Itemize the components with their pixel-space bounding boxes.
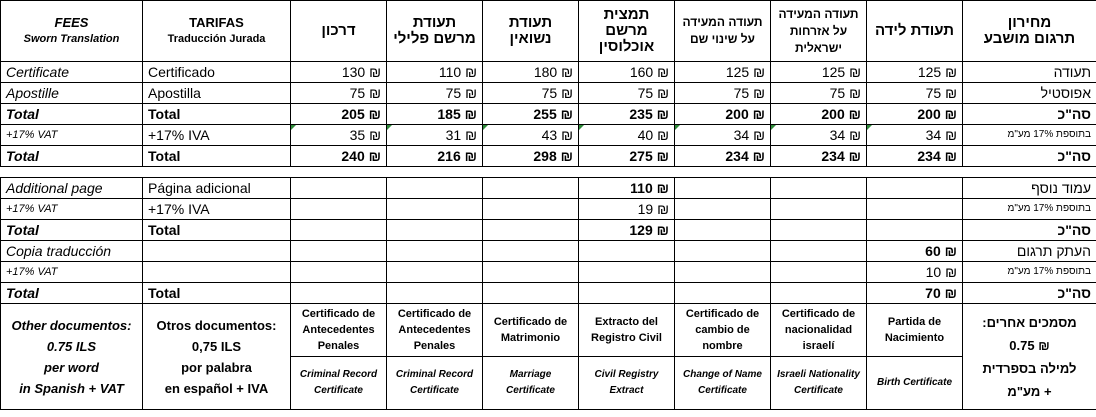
label-he: בתוספת 17% מע"מ bbox=[963, 262, 1096, 283]
price-cell: 40 ₪ bbox=[579, 125, 675, 146]
doc-name-cell: Certificado de Antecedentes Penales Criminal Record Certificate bbox=[387, 304, 483, 410]
empty-cell bbox=[675, 178, 771, 199]
col-birth: תעודת לידה bbox=[867, 1, 963, 62]
label-es: +17% IVA bbox=[143, 125, 291, 146]
label-es: +17% IVA bbox=[143, 199, 291, 220]
col-registry-extract: תמצית מרשם אוכלוסין bbox=[579, 1, 675, 62]
label-he: העתק תרגום bbox=[963, 241, 1096, 262]
price-cell: 34 ₪ bbox=[675, 125, 771, 146]
price-cell: 43 ₪ bbox=[483, 125, 579, 146]
price-cell: 75 ₪ bbox=[771, 83, 867, 104]
label-es: Página adicional bbox=[143, 178, 291, 199]
empty-cell bbox=[143, 262, 291, 283]
price-cell: 234 ₪ bbox=[771, 146, 867, 167]
label-en: +17% VAT bbox=[1, 199, 143, 220]
label-es: Apostilla bbox=[143, 83, 291, 104]
empty-cell bbox=[579, 262, 675, 283]
other-docs-es: Otros documentos: 0,75 ILS por palabra en español + IVA bbox=[143, 304, 291, 410]
price-cell: 234 ₪ bbox=[867, 146, 963, 167]
label-en: Total bbox=[1, 220, 143, 241]
price-cell: 75 ₪ bbox=[483, 83, 579, 104]
price-cell: 275 ₪ bbox=[579, 146, 675, 167]
row-total-2 bbox=[1, 146, 1096, 167]
label-en: Total bbox=[1, 146, 143, 167]
label-es: Total bbox=[143, 220, 291, 241]
empty-cell bbox=[771, 283, 867, 304]
empty-cell bbox=[291, 220, 387, 241]
doc-name-cell: Certificado de nacionalidad israelí Israeli Nationality Certificate bbox=[771, 304, 867, 410]
label-he: סה"כ bbox=[963, 283, 1096, 304]
empty-cell bbox=[867, 178, 963, 199]
label-en: +17% VAT bbox=[1, 125, 143, 146]
price-cell: 298 ₪ bbox=[483, 146, 579, 167]
label-es: Total bbox=[143, 104, 291, 125]
empty-cell bbox=[675, 199, 771, 220]
empty-cell bbox=[483, 283, 579, 304]
row-apostille bbox=[1, 83, 1096, 104]
empty-cell bbox=[387, 199, 483, 220]
price-cell: 234 ₪ bbox=[675, 146, 771, 167]
price-cell: 75 ₪ bbox=[387, 83, 483, 104]
label-es: Certificado bbox=[143, 62, 291, 83]
empty-cell bbox=[483, 220, 579, 241]
label-en: +17% VAT bbox=[1, 262, 143, 283]
empty-cell bbox=[483, 241, 579, 262]
empty-cell bbox=[867, 220, 963, 241]
row-vat-2 bbox=[1, 199, 1096, 220]
price-cell: 75 ₪ bbox=[867, 83, 963, 104]
label-en: Additional page bbox=[1, 178, 143, 199]
col-name-change: תעודה המעידה על שינוי שם bbox=[675, 1, 771, 62]
fees-en-header: FEES Sworn Translation bbox=[1, 1, 143, 62]
empty-cell bbox=[675, 283, 771, 304]
label-he: סה"כ bbox=[963, 104, 1096, 125]
price-cell: 185 ₪ bbox=[387, 104, 483, 125]
price-cell: 34 ₪ bbox=[771, 125, 867, 146]
price-cell: 160 ₪ bbox=[579, 62, 675, 83]
empty-cell bbox=[771, 241, 867, 262]
empty-cell bbox=[771, 220, 867, 241]
row-copy bbox=[1, 241, 1096, 262]
price-cell: 60 ₪ bbox=[867, 241, 963, 262]
col-marriage: תעודת נשואין bbox=[483, 1, 579, 62]
empty-cell bbox=[483, 199, 579, 220]
price-cell: 10 ₪ bbox=[867, 262, 963, 283]
empty-cell bbox=[387, 262, 483, 283]
price-list-header: מחירון תרגום מושבע bbox=[963, 1, 1096, 62]
price-cell: 19 ₪ bbox=[579, 199, 675, 220]
price-cell: 35 ₪ bbox=[291, 125, 387, 146]
doc-name-cell: Partida de Nacimiento Birth Certificate bbox=[867, 304, 963, 410]
fees-es-header: TARIFAS Traducción Jurada bbox=[143, 1, 291, 62]
doc-name-cell: Certificado de Matrimonio Marriage Certificate bbox=[483, 304, 579, 410]
price-cell: 200 ₪ bbox=[675, 104, 771, 125]
price-cell: 129 ₪ bbox=[579, 220, 675, 241]
price-cell: 200 ₪ bbox=[771, 104, 867, 125]
price-cell: 110 ₪ bbox=[579, 178, 675, 199]
col-passport: דרכון bbox=[291, 1, 387, 62]
price-cell: 240 ₪ bbox=[291, 146, 387, 167]
spacer-row bbox=[1, 167, 1096, 178]
label-he: עמוד נוסף bbox=[963, 178, 1096, 199]
empty-cell bbox=[387, 220, 483, 241]
label-es: Total bbox=[143, 146, 291, 167]
row-vat-1 bbox=[1, 125, 1096, 146]
price-cell: 125 ₪ bbox=[675, 62, 771, 83]
label-en: Copia traducción bbox=[1, 241, 143, 262]
price-cell: 235 ₪ bbox=[579, 104, 675, 125]
label-he: סה"כ bbox=[963, 220, 1096, 241]
empty-cell bbox=[291, 262, 387, 283]
price-cell: 200 ₪ bbox=[867, 104, 963, 125]
label-he: תעודה bbox=[963, 62, 1096, 83]
empty-cell bbox=[675, 262, 771, 283]
empty-cell bbox=[579, 241, 675, 262]
label-he: בתוספת 17% מע"מ bbox=[963, 199, 1096, 220]
empty-cell bbox=[387, 241, 483, 262]
label-en: Certificate bbox=[1, 62, 143, 83]
col-nationality: תעודה המעידה על אזרחות ישראלית bbox=[771, 1, 867, 62]
doc-name-cell: Certificado de Antecedentes Penales Criminal Record Certificate bbox=[291, 304, 387, 410]
price-cell: 75 ₪ bbox=[675, 83, 771, 104]
empty-cell bbox=[771, 199, 867, 220]
price-cell: 75 ₪ bbox=[291, 83, 387, 104]
row-total-1 bbox=[1, 104, 1096, 125]
label-en: Total bbox=[1, 283, 143, 304]
price-cell: 130 ₪ bbox=[291, 62, 387, 83]
header-row bbox=[1, 1, 1096, 62]
label-es: Total bbox=[143, 283, 291, 304]
empty-cell bbox=[387, 283, 483, 304]
empty-cell bbox=[675, 220, 771, 241]
price-cell: 255 ₪ bbox=[483, 104, 579, 125]
price-cell: 205 ₪ bbox=[291, 104, 387, 125]
price-cell: 216 ₪ bbox=[387, 146, 483, 167]
empty-cell bbox=[483, 178, 579, 199]
empty-cell bbox=[291, 178, 387, 199]
footer-row bbox=[1, 304, 1096, 410]
empty-cell bbox=[291, 283, 387, 304]
col-criminal-record: תעודת מרשם פלילי bbox=[387, 1, 483, 62]
other-docs-en: Other documentos: 0.75 ILS per word in Spanish + VAT bbox=[1, 304, 143, 410]
empty-cell bbox=[483, 262, 579, 283]
doc-name-cell: Certificado de cambio de nombre Change of Name Certificate bbox=[675, 304, 771, 410]
price-cell: 125 ₪ bbox=[867, 62, 963, 83]
empty-cell bbox=[387, 178, 483, 199]
price-cell: 75 ₪ bbox=[579, 83, 675, 104]
label-en: Total bbox=[1, 104, 143, 125]
price-cell: 180 ₪ bbox=[483, 62, 579, 83]
label-he: אפוסטיל bbox=[963, 83, 1096, 104]
empty-cell bbox=[771, 178, 867, 199]
row-total-3 bbox=[1, 220, 1096, 241]
price-cell: 125 ₪ bbox=[771, 62, 867, 83]
empty-cell bbox=[291, 199, 387, 220]
row-certificate bbox=[1, 62, 1096, 83]
price-cell: 70 ₪ bbox=[867, 283, 963, 304]
empty-cell bbox=[867, 199, 963, 220]
doc-name-cell: Extracto del Registro Civil Civil Registry Extract bbox=[579, 304, 675, 410]
row-vat-3 bbox=[1, 262, 1096, 283]
row-total-4 bbox=[1, 283, 1096, 304]
empty-cell bbox=[143, 241, 291, 262]
price-cell: 34 ₪ bbox=[867, 125, 963, 146]
empty-cell bbox=[579, 283, 675, 304]
empty-cell bbox=[771, 262, 867, 283]
spacer bbox=[1, 167, 1096, 178]
empty-cell bbox=[291, 241, 387, 262]
empty-cell bbox=[675, 241, 771, 262]
row-additional-page bbox=[1, 178, 1096, 199]
label-en: Apostille bbox=[1, 83, 143, 104]
label-he: בתוספת 17% מע"מ bbox=[963, 125, 1096, 146]
other-docs-he: מסמכים אחרים: 0.75 ₪ למילה בספרדית + מע"מ bbox=[963, 304, 1096, 410]
price-cell: 31 ₪ bbox=[387, 125, 483, 146]
label-he: סה"כ bbox=[963, 146, 1096, 167]
price-cell: 110 ₪ bbox=[387, 62, 483, 83]
